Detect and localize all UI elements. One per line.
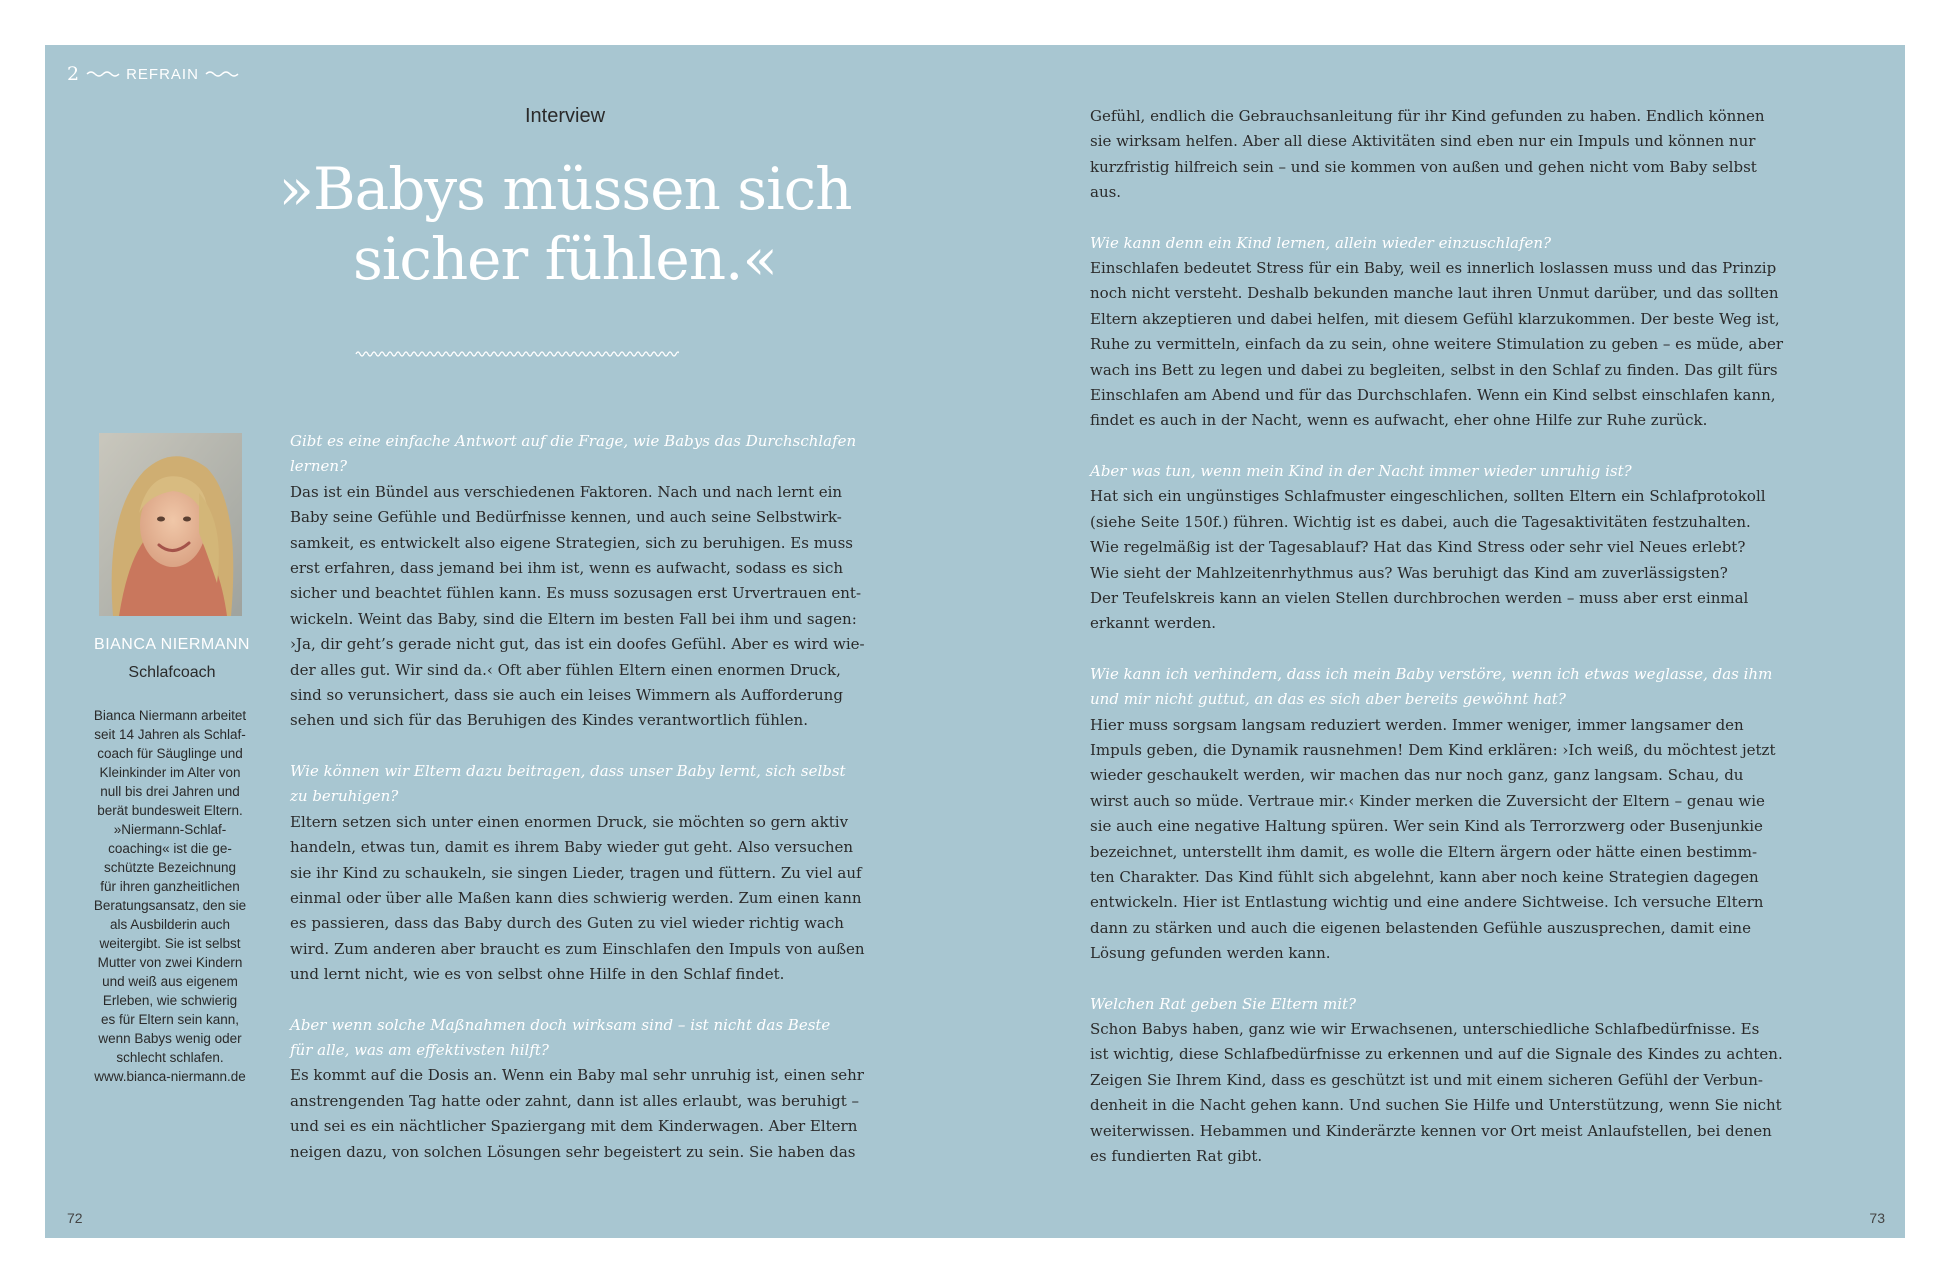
- answer-line: ›Ja, dir geht’s gerade nicht gut, das ist ein doofes Gefühl. Aber es wird wie-: [290, 635, 865, 654]
- answer-line: Zeigen Sie Ihrem Kind, dass es geschützt ist und mit einem sicheren Gefühl der Verbun-: [1090, 1070, 1763, 1089]
- answer-line: erkannt werden.: [1090, 614, 1216, 633]
- answer-line: denheit in die Nacht gehen kann. Und suchen Sie Hilfe und Unterstützung, wenn Sie nicht: [1090, 1096, 1782, 1115]
- person-name: BIANCA NIERMANN: [94, 636, 250, 653]
- answer-line: anstrengenden Tag hatte oder zahnt, dann ist alles erlaubt, was beruhigt –: [290, 1091, 860, 1110]
- answer-line: Impuls geben, die Dynamik rausnehmen! Dem Kind erklären: ›Ich weiß, du möchtest jetzt: [1090, 740, 1776, 759]
- portrait-photo: [99, 433, 242, 616]
- headline: [225, 155, 905, 294]
- wave-divider-icon: [355, 348, 679, 360]
- answer-line: neigen dazu, von solchen Lösungen sehr begeistert zu sein. Sie haben das: [290, 1142, 856, 1161]
- bio-line: Kleinkinder im Alter von: [99, 765, 241, 780]
- question-line: Welchen Rat geben Sie Eltern mit?: [1090, 994, 1357, 1013]
- answer-line: Eltern akzeptieren und dabei helfen, mit diesem Gefühl klarzukommen. Der beste Weg ist,: [1090, 309, 1780, 328]
- bio-line: »Niermann-Schlaf-: [113, 822, 227, 837]
- answer-line: sehen und sich für das Beruhigen des Kindes verantwortlich fühlen.: [290, 711, 808, 730]
- question-line: lernen?: [290, 457, 348, 476]
- answer-line: ten Charakter. Das Kind fühlt sich abgelehnt, kann aber noch keine Strategien dagegen: [1090, 867, 1759, 886]
- answer-line: Es kommt auf die Dosis an. Wenn ein Baby mal sehr unruhig ist, einen sehr: [290, 1066, 864, 1085]
- portrait-illustration: [99, 433, 242, 616]
- paragraph-gap: [290, 734, 870, 759]
- answer-line: dann zu stärken und auch die eigenen belastenden Gefühle auszusprechen, damit eine: [1090, 918, 1751, 937]
- answer-line: Wie sieht der Mahlzeitenrhythmus aus? Was beruhigt das Kind am zuverlässigsten?: [1090, 563, 1728, 582]
- paragraph-gap: [1090, 206, 1800, 231]
- bio-line: es für Eltern sein kann,: [100, 1012, 240, 1027]
- answer-line: erst erfahren, dass jemand bei ihm ist, wenn es aufwacht, sodass es sich: [290, 559, 844, 578]
- bio-line: coaching« ist die ge-: [108, 841, 232, 856]
- bio-line: Erleben, wie schwierig: [102, 993, 238, 1008]
- answer-line: Baby seine Gefühle und Bedürfnisse kennen, und auch seine Selbstwirk-: [290, 508, 842, 527]
- paragraph-gap: [1090, 434, 1800, 459]
- question-line: Aber was tun, wenn mein Kind in der Nacht immer wieder unruhig ist?: [1090, 461, 1632, 480]
- answer-line: noch nicht versteht. Deshalb bekunden manche laut ihren Unmut darüber, und das sollten: [1090, 284, 1779, 303]
- running-head-number: 2: [67, 63, 81, 85]
- answer-line: und sei es ein nächtlicher Spaziergang mit dem Kinderwagen. Aber Eltern: [290, 1117, 858, 1136]
- magazine-spread: [45, 45, 1905, 1238]
- question-line: für alle, was am effektivsten hilft?: [290, 1040, 549, 1059]
- question-line: Wie kann ich verhindern, dass ich mein Baby verstöre, wenn ich etwas weglasse, das ihm: [1090, 664, 1773, 683]
- answer-line: sicher und beachtet fühlen kann. Es muss sozusagen erst Urvertrauen ent-: [290, 584, 862, 603]
- answer-line: sie wirksam helfen. Aber all diese Aktivitäten sind eben nur ein Impuls und können nur: [1090, 132, 1756, 151]
- person-role: Schlafcoach: [128, 664, 216, 681]
- answer-line: ist wichtig, diese Schlafbedürfnisse zu erkennen und auf die Signale des Kindes zu achten.: [1090, 1045, 1783, 1064]
- answer-line: handeln, etwas tun, damit es ihrem Baby wieder gut geht. Also versuchen: [290, 838, 854, 857]
- bio-text: [67, 706, 273, 1086]
- answer-line: sie auch eine negative Haltung spüren. Wer sein Kind als Terrorzwerg oder Busenjunkie: [1090, 817, 1763, 836]
- bio-line: Beratungsansatz, den sie: [93, 898, 247, 913]
- section-label: Interview: [524, 105, 606, 127]
- left-text-column: [290, 429, 870, 1165]
- answer-line: aus.: [1090, 183, 1122, 202]
- answer-line: es passieren, dass das Baby durch des Guten zu viel wieder richtig wach: [290, 914, 844, 933]
- answer-line: Lösung gefunden werden kann.: [1090, 944, 1331, 963]
- answer-line: und lernt nicht, wie es von selbst ohne Hilfe in den Schlaf findet.: [290, 965, 785, 984]
- answer-line: (siehe Seite 150f.) führen. Wichtig ist es dabei, auch die Tagesaktivitäten festzuhalten.: [1090, 512, 1751, 531]
- question-line: zu beruhigen?: [290, 787, 399, 806]
- page-number-right: 73: [1869, 1210, 1885, 1226]
- answer-line: findet es auch in der Nacht, wenn es aufwacht, eher ohne Hilfe zur Ruhe zurück.: [1090, 411, 1708, 430]
- bio-line: weitergibt. Sie ist selbst: [99, 936, 241, 951]
- question-line: Aber wenn solche Maßnahmen doch wirksam sind – ist nicht das Beste: [290, 1015, 831, 1034]
- answer-line: sind so verunsichert, dass sie auch ein leises Wimmern als Aufforderung: [290, 686, 843, 705]
- answer-line: Einschlafen am Abend und für das Durchschlafen. Wenn ein Kind selbst einschlafen kann,: [1090, 386, 1776, 405]
- answer-line: Gefühl, endlich die Gebrauchsanleitung für ihr Kind gefunden zu haben. Endlich können: [1090, 107, 1765, 125]
- answer-line: weiterwissen. Hebammen und Kinderärzte kennen vor Ort meist Anlaufstellen, bei denen: [1090, 1121, 1772, 1140]
- headline-line: »Babys müssen sich: [278, 155, 852, 223]
- answer-line: Schon Babys haben, ganz wie wir Erwachsenen, unterschiedliche Schlafbedürfnisse. Es: [1090, 1020, 1760, 1038]
- paragraph-gap: [290, 988, 870, 1013]
- paragraph-gap: [1090, 967, 1800, 992]
- answer-line: wach ins Bett zu legen und dabei zu begleiten, selbst in den Schlaf zu finden. Das gilt fürs: [1090, 360, 1778, 379]
- bio-line: Bianca Niermann arbeitet: [93, 708, 247, 723]
- running-head-label: REFRAIN: [126, 65, 199, 83]
- running-head: [67, 63, 239, 85]
- bio-line: coach für Säuglinge und: [97, 746, 243, 761]
- question-line: Gibt es eine einfache Antwort auf die Frage, wie Babys das Durchschlafen: [290, 432, 857, 450]
- right-text-column: [1090, 104, 1800, 1169]
- answer-line: Einschlafen bedeutet Stress für ein Baby, weil es innerlich loslassen muss und das Prinzip: [1090, 259, 1777, 278]
- paragraph-gap: [1090, 637, 1800, 662]
- answer-line: sie ihr Kind zu schaukeln, sie singen Lieder, tragen und füttern. Zu viel auf: [290, 863, 862, 882]
- answer-line: samkeit, es entwickelt also eigene Strategien, sich zu beruhigen. Es muss: [290, 533, 853, 552]
- bio-line: Mutter von zwei Kindern: [97, 955, 243, 970]
- bio-line: wenn Babys wenig oder: [98, 1031, 242, 1046]
- answer-line: einmal oder über alle Maßen kann dies schwierig werden. Zum einen kann: [290, 888, 862, 907]
- answer-line: Hat sich ein ungünstiges Schlafmuster eingeschlichen, sollten Eltern ein Schlafprotokoll: [1090, 487, 1766, 506]
- page-number-left: 72: [67, 1210, 83, 1226]
- answer-line: wird. Zum anderen aber braucht es zum Einschlafen den Impuls von außen: [290, 939, 865, 958]
- answer-line: es fundierten Rat gibt.: [1090, 1147, 1263, 1166]
- answer-line: wirst auch so müde. Vertraue mir.‹ Kinder merken die Zuversicht der Eltern – genau wie: [1090, 791, 1765, 810]
- answer-line: Ruhe zu vermitteln, einfach da zu sein, ohne weitere Stimulation zu geben – es müde, aber: [1090, 335, 1783, 354]
- answer-line: der alles gut. Wir sind da.‹ Oft aber fühlen Eltern einen enormen Druck,: [290, 660, 841, 679]
- answer-line: wieder geschaukelt werden, wir machen das nur noch ganz, ganz langsam. Schau, du: [1090, 766, 1744, 785]
- bio-line: als Ausbilderin auch: [109, 917, 231, 932]
- headline-line: sicher fühlen.«: [353, 224, 777, 293]
- bio-line: berät bundesweit Eltern.: [97, 803, 243, 818]
- bio-line: seit 14 Jahren als Schlaf-: [94, 727, 246, 742]
- answer-line: Der Teufelskreis kann an vielen Stellen durchbrochen werden – muss aber erst einmal: [1090, 588, 1749, 607]
- answer-line: Hier muss sorgsam langsam reduziert werden. Immer weniger, immer langsamer den: [1090, 715, 1744, 734]
- question-line: und mir nicht guttut, an das es sich aber bereits gewöhnt hat?: [1090, 690, 1566, 709]
- answer-line: Eltern setzen sich unter einen enormen Druck, sie möchten so gern aktiv: [290, 812, 849, 831]
- bio-line: schlecht schlafen.: [116, 1050, 224, 1065]
- answer-line: kurzfristig hilfreich sein – und sie kommen von außen und gehen nicht vom Baby selbst: [1090, 157, 1757, 176]
- bio-line: schützte Bezeichnung: [103, 860, 237, 875]
- answer-line: wickeln. Weint das Baby, sind die Eltern im besten Fall bei ihm und sagen:: [290, 609, 857, 628]
- bio-line: null bis drei Jahren und: [100, 784, 240, 799]
- answer-line: bezeichnet, unterstellt ihm damit, es wolle die Eltern ärgern oder hätte einen bestimm-: [1090, 842, 1758, 861]
- wave-ornament-icon: [86, 69, 120, 79]
- answer-line: Das ist ein Bündel aus verschiedenen Faktoren. Nach und nach lernt ein: [290, 482, 843, 501]
- bio-line: www.bianca-niermann.de: [94, 1069, 246, 1084]
- question-line: Wie können wir Eltern dazu beitragen, dass unser Baby lernt, sich selbst: [290, 761, 846, 780]
- bio-line: und weiß aus eigenem: [102, 974, 238, 989]
- answer-line: Wie regelmäßig ist der Tagesablauf? Hat das Kind Stress oder sehr viel Neues erlebt?: [1090, 538, 1746, 557]
- bio-line: für ihren ganzheitlichen: [100, 879, 240, 894]
- wave-ornament-icon: [205, 69, 239, 79]
- question-line: Wie kann denn ein Kind lernen, allein wieder einzuschlafen?: [1090, 233, 1552, 252]
- answer-line: entwickeln. Hier ist Entlastung wichtig und eine andere Sichtweise. Ich versuche Eltern: [1090, 893, 1764, 912]
